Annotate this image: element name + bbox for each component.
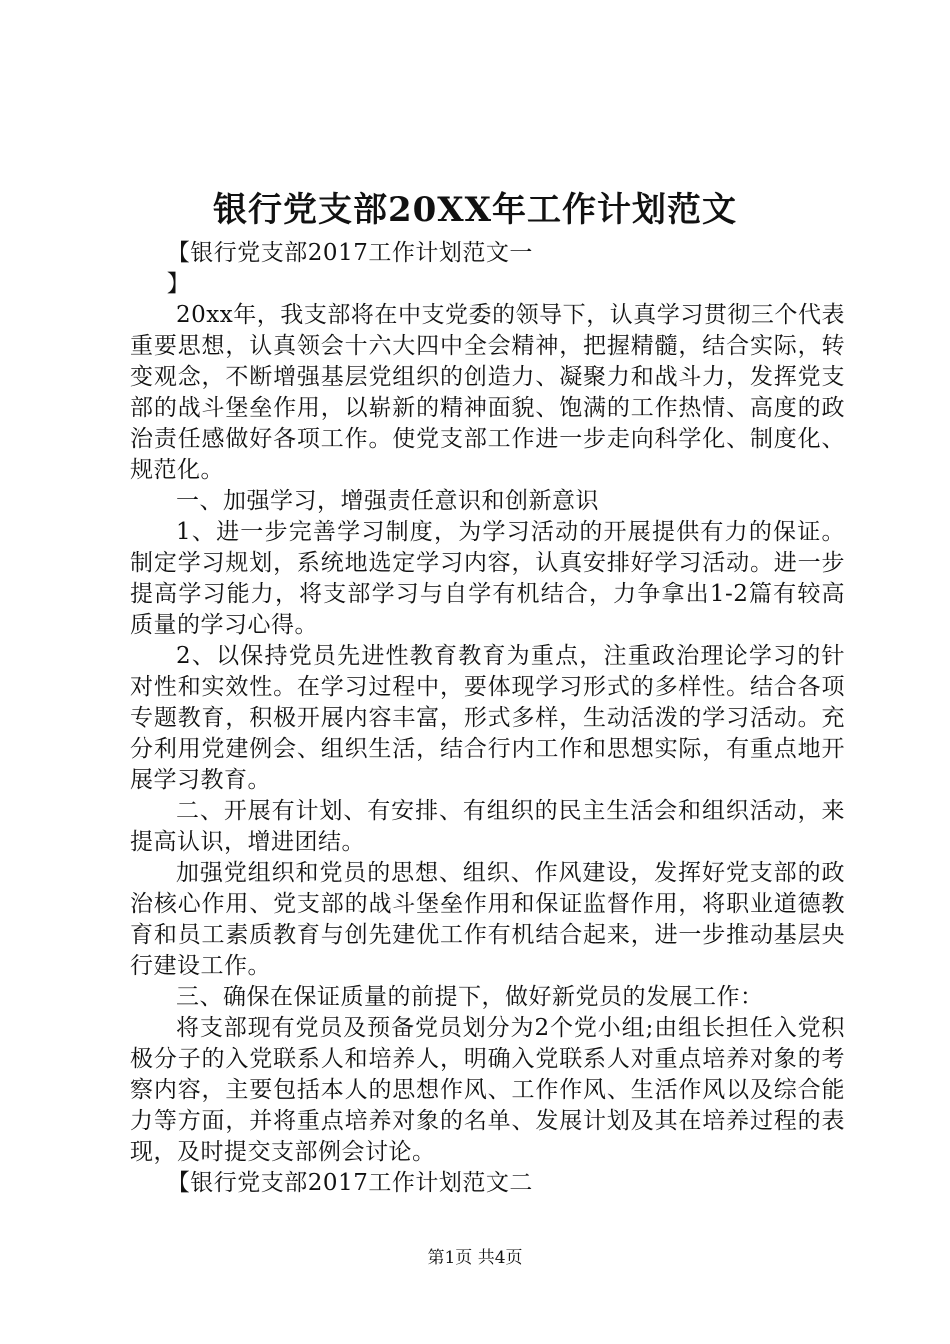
paragraph-study-1: 1、进一步完善学习制度，为学习活动的开展提供有力的保证。制定学习规划，系统地选定学习内容，认真安排好学习活动。进一步提高学习能力，将支部学习与自学有机结合，力争拿出1-2篇有较高质量的学习心得。 <box>130 519 845 638</box>
paragraph-new-members: 将支部现有党员及预备党员划分为2个党小组;由组长担任入党积极分子的入党联系人和培养人，明确入党联系人对重点培养对象的考察内容，主要包括本人的思想作风、工作作风、生活作风以及综合能力等方面，并将重点培养对象的名单、发展计划及其在培养过程的表现，及时提交支部例会讨论。 <box>130 1015 845 1165</box>
document-title: 银行党支部20XX年工作计划范文 <box>212 190 738 230</box>
page-footer: 第1页 共4页 <box>427 1248 523 1268</box>
paragraph-intro: 20xx年，我支部将在中支党委的领导下，认真学习贯彻三个代表重要思想，认真领会十六大四中全会精神，把握精髓，结合实际，转变观念，不断增强基层党组织的创造力、凝聚力和战斗力，发挥党支部的战斗堡垒作用，以崭新的精神面貌、饱满的工作热情、高度的政治责任感做好各项工作。使党支部工作进一步走向科学化、制度化、规范化。 <box>130 302 845 483</box>
section-heading-two: 【银行党支部2017工作计划范文二 <box>166 1170 533 1196</box>
section-heading-one-close: 】 <box>166 271 191 297</box>
paragraph-study-2: 2、以保持党员先进性教育教育为重点，注重政治理论学习的针对性和实效性。在学习过程中，要体现学习形式的多样性。结合各项专题教育，积极开展内容丰富，形式多样，生动活泼的学习活动。充分利用党建例会、组织生活，结合行内工作和思想实际，有重点地开展学习教育。 <box>130 643 845 793</box>
paragraph-organization: 加强党组织和党员的思想、组织、作风建设，发挥好党支部的政治核心作用、党支部的战斗堡垒作用和保证监督作用，将职业道德教育和员工素质教育与创先建优工作有机结合起来，进一步推动基层央行建设工作。 <box>130 860 845 979</box>
document-body <box>130 238 845 1199</box>
heading-new-members: 三、确保在保证质量的前提下，做好新党员的发展工作： <box>176 984 764 1010</box>
heading-study: 一、加强学习，增强责任意识和创新意识 <box>176 488 599 514</box>
heading-democratic-life: 二、开展有计划、有安排、有组织的民主生活会和组织活动，来提高认识，增进团结。 <box>130 798 845 855</box>
section-heading-one: 【银行党支部2017工作计划范文一 <box>166 240 533 266</box>
